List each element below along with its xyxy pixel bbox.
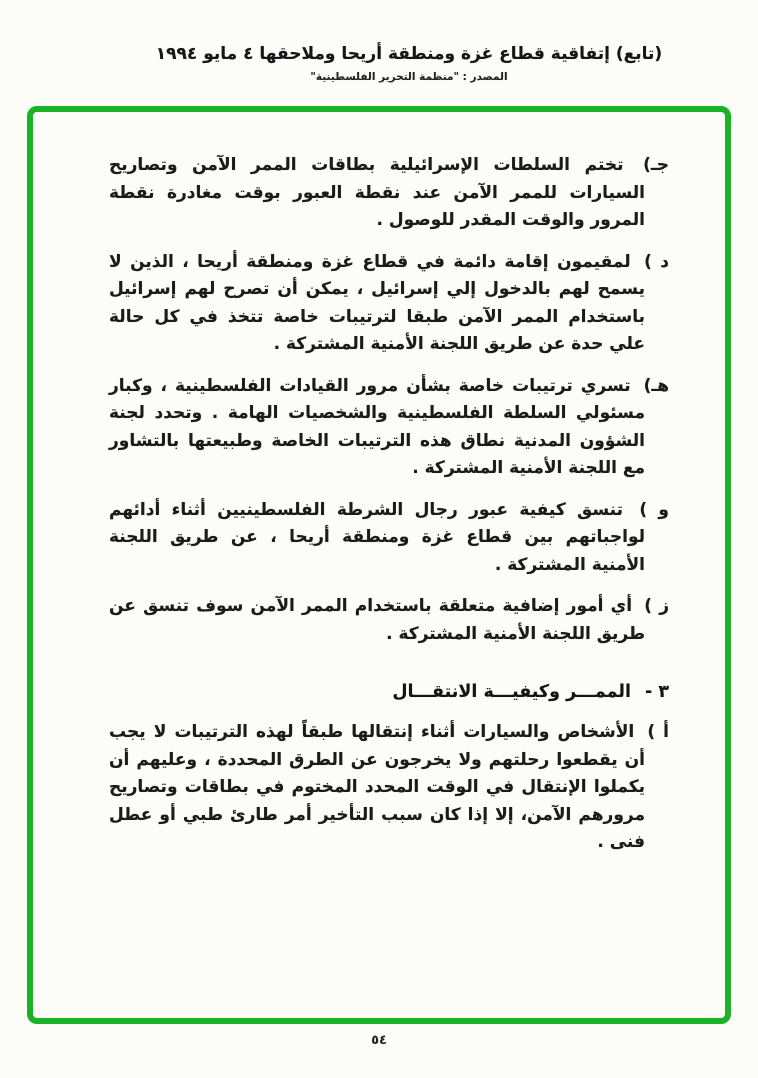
document-title: (تابع) إتفاقية قطاع غزة ومنطقة أريحا وملاحقها ٤ مايو ١٩٩٤	[155, 44, 663, 64]
clause-waw	[109, 497, 669, 580]
clause-waw-text: تنسق كيفية عبور رجال الشرطة الفلسطينيين أثناء أدائهم لواجباتهم بين قطاع غزة ومنطقة أريحا ، عن طريق اللجنة الأمنية المشتركة .	[109, 499, 645, 575]
clause-zay-marker: ز )	[644, 596, 670, 616]
clause-zay-text: أي أمور إضافية متعلقة باستخدام الممر الآمن سوف تنسق عن طريق اللجنة الأمنية المشتركة .	[109, 596, 645, 644]
clause-ha-marker: هـ)	[643, 375, 669, 396]
clause-alif-marker: أ )	[647, 722, 670, 742]
clause-ha	[109, 373, 669, 483]
section-heading	[109, 682, 669, 702]
page-header	[30, 44, 758, 83]
clause-jeem-text: تختم السلطات الإسرائيلية بطاقات الممر الآمن وتصاريح السيارات للممر الآمن عند نقطة العبور بوقت مغادرة نقطة المرور والوقت المقدر للوصول .	[109, 155, 645, 230]
page-number: ٥٤	[371, 1033, 387, 1048]
clause-alif	[109, 719, 669, 857]
section-number: ٣ -	[644, 682, 669, 702]
clause-dal-marker: د )	[644, 251, 669, 272]
document-source: المصدر : "منظمة التحرير الفلسطينية"	[310, 71, 508, 83]
clause-jeem-marker: جـ)	[643, 155, 669, 175]
green-border-frame	[27, 106, 731, 1024]
clause-alif-text: الأشخاص والسيارات أثناء إنتقالها طبقاً لهذه الترتيبات لا يجب أن يقطعوا رحلتهم ولا يخرجون عن الطرق المحددة ، وعليهم أن يكملوا الإنتقال في الوقت المحدد المختوم في بطاقات وتصاريح مرورهم الآمن، إلا إذا كان سبب التأخير أمر طارئ طبي أو عطل فنى .	[109, 722, 645, 852]
clause-dal-text: لمقيمون إقامة دائمة في قطاع غزة ومنطقة أريحا ، الذين لا يسمح لهم بالدخول إلي إسرائيل ، يمكن أن تصرح لهم إسرائيل باستخدام الممر الآمن طبقا لترتيبات خاصة تتخذ في كل حالة علي حدة عن طريق اللجنة الأمنية المشتركة .	[109, 251, 645, 354]
document-body	[33, 112, 725, 857]
clause-waw-marker: و )	[639, 499, 669, 520]
clause-zay	[109, 593, 669, 648]
section-title: الممـــر وكيفيـــة الانتقـــال	[392, 682, 631, 702]
clause-dal	[109, 249, 669, 359]
clause-ha-text: تسري ترتيبات خاصة بشأن مرور القيادات الفلسطينية ، وكبار مسئولي السلطة الفلسطينية والشخصيات الهامة . وتحدد لجنة الشؤون المدنية نطاق هذه الترتيبات الخاصة وطبيعتها بالتشاور مع اللجنة الأمنية المشتركة .	[109, 375, 645, 478]
clause-jeem	[109, 152, 669, 235]
